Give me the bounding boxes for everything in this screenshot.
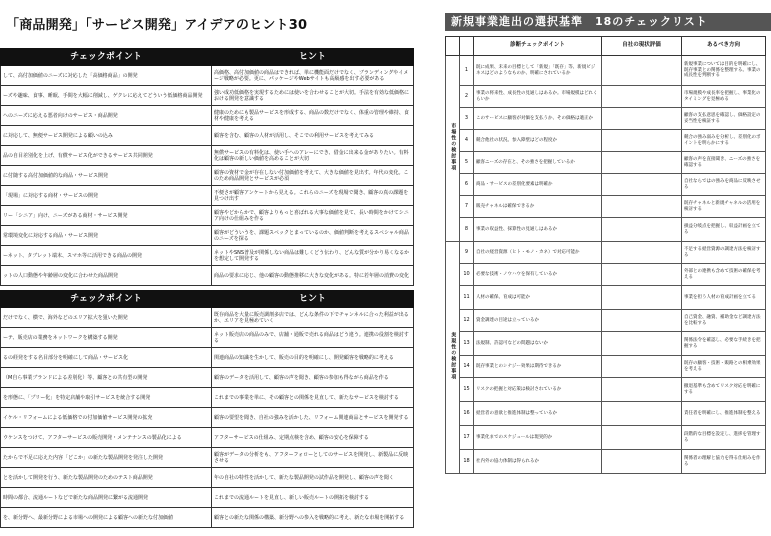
table-row: [1, 368, 414, 388]
header-checkpoint: 診断チェックポイント: [474, 37, 602, 56]
header-checkpoint: チェックポイント: [1, 49, 212, 66]
checkpoint-cell: たからで不足に応えた内容「どこか」の新たな製品開発を発注した開発: [1, 448, 212, 468]
checklist-row: [446, 450, 766, 474]
table-row: [1, 226, 414, 246]
ideal-cell: 責任者を明確にし、推進体制を整える: [682, 402, 766, 426]
header-hint: ヒント: [212, 49, 414, 66]
checkpoint-cell: して、高付加価値のニーズに対応した「高価格商品」の開発: [1, 66, 212, 86]
ideal-cell: 不足する経営資源の調達方法を検討する: [682, 242, 766, 264]
row-number: 12: [460, 310, 474, 332]
checkpoint-cell: へのニーズに応える悪者向けのサービス・商品開発: [1, 106, 212, 126]
hint-cell: 関連商品の知識を生かして、販売の目的を明確にし、開発顧客を戦略的に考える: [212, 348, 414, 368]
hint-cell: ネット販売店の商品のみで、店舗・通販で売れる商品はどう違う。連携の役割を検討する: [212, 328, 414, 348]
checkpoint-cell: るの経発をする名目部分を明確にして商品・サービス化: [1, 348, 212, 368]
status-cell[interactable]: [602, 426, 682, 450]
checkpoint-cell: 必要な技術・ノウハウを保有しているか: [474, 264, 602, 286]
checklist-row: [446, 264, 766, 286]
checkpoint-cell: 事業化までのスケジュールは現実的か: [474, 426, 602, 450]
hint-cell: これまでの事業を単に、その顧客との関係を見直して、新たなサービスを検討する: [212, 388, 414, 408]
checklist-row: [446, 378, 766, 402]
table-row: [1, 66, 414, 86]
hint-cell: ネットやSNS普及が関係しない商品は難しくどう伝わり、どんな質が分かり易くなるかを想定して開発する: [212, 246, 414, 266]
row-number: 1: [460, 56, 474, 86]
status-cell[interactable]: [602, 450, 682, 474]
checklist-table: [445, 36, 766, 474]
row-number: 11: [460, 286, 474, 310]
row-number: 9: [460, 242, 474, 264]
status-cell[interactable]: [602, 174, 682, 196]
checklist-row: [446, 196, 766, 218]
checklist-row: [446, 242, 766, 264]
checkpoint-cell: 「現場」に対応する商材・サービスの開発: [1, 186, 212, 206]
section-feasibility-label: 実現性の検討事項: [450, 332, 457, 381]
hint-cell: アフターサービスの仕組み、定期点検を含め、顧客の安心を保障する: [212, 428, 414, 448]
checkpoint-cell: ットの人口動態や年齢層の変化に合わせた商品開発: [1, 266, 212, 286]
table-row: [1, 448, 414, 468]
ideal-cell: 関係法令を確認し、必要な手続きを把握する: [682, 332, 766, 356]
ideal-cell: 既存チャネルと新規チャネルの活用を検討する: [682, 196, 766, 218]
hint-cell: 健康のためにも製品サービスを形成する、商品の数だけでなく、体重の管理や維持、食材や健康を考える: [212, 106, 414, 126]
table-row: [1, 308, 414, 328]
ideal-cell: 新規事業については目的を明確にし、既存事業との関係を整理する。事業の成長性を判断する: [682, 56, 766, 86]
row-number: 17: [460, 426, 474, 450]
row-number: 6: [460, 174, 474, 196]
checklist-row: [446, 310, 766, 332]
table-row: [1, 106, 414, 126]
header-checkpoint: チェックポイント: [1, 291, 212, 308]
hint-cell: 高価格、高付加価値の商品はできれば、単に機能面だけでなく、ブランディングやイメージ戦略が必要。更に、パッケージやWebサイトも高級感を出す必要がある: [212, 66, 414, 86]
checkpoint-cell: 資金調達の目途は立っているか: [474, 310, 602, 332]
checkpoint-cell: 既存事業とのシナジー効果は期待できるか: [474, 356, 602, 378]
table-row: [1, 206, 414, 226]
row-number: 15: [460, 378, 474, 402]
checkpoint-cell: ーズや趣味、食事、睡眠、手間を大幅に削減し、ゲクレに応えてどういう低価格商品開発: [1, 86, 212, 106]
checkpoint-cell: に対応して、無便サービス開発による顧いの込み: [1, 126, 212, 146]
header-status: 自社の現状評価: [602, 37, 682, 56]
checklist-row: [446, 130, 766, 152]
table-body: [446, 56, 766, 474]
ideal-cell: 損益分岐点を把握し、収益計画を立てる: [682, 218, 766, 242]
checkpoint-cell: 事業の収益性、採算性の見通しはあるか: [474, 218, 602, 242]
section-market-label: 市場性の検討事項: [450, 123, 457, 172]
ideal-cell: 顧客の声を直接聞き、ニーズの強さを確認する: [682, 152, 766, 174]
checkpoint-cell: を、新分野へ、最新分野による市場への開発による顧客への新たな付加価値: [1, 508, 212, 528]
status-cell[interactable]: [602, 86, 682, 108]
checkpoint-cell: （M自ら事業ブランドによる差別化）等、顧客との共有型の開発: [1, 368, 212, 388]
checkpoint-cell: 顧客ニーズの存在と、その強さを把握しているか: [474, 152, 602, 174]
checkpoint-cell: 社内外の協力体制は得られるか: [474, 450, 602, 474]
table-body: [1, 308, 414, 528]
status-cell[interactable]: [602, 264, 682, 286]
row-number: 7: [460, 196, 474, 218]
checkpoint-cell: 事業の将来性、成長性の見通しはあるか。市場規模はどれくらいか: [474, 86, 602, 108]
table-row: [1, 266, 414, 286]
hint-cell: 顧客の資材で金が存在しない付加価値を考えて、大きな価値を見出す。年代の変化。このため商品開発とサービスが必須: [212, 166, 414, 186]
checkpoint-cell: 販売チャネルは確保できるか: [474, 196, 602, 218]
checkpoint-cell: ーテ、販売店の業務をネットワークを構築する開発: [1, 328, 212, 348]
status-cell[interactable]: [602, 310, 682, 332]
hint-cell: 顧客のデータを活用して、顧客の声を聞き、顧客の参加も得ながら商品を作る: [212, 368, 414, 388]
table-row: [1, 246, 414, 266]
hint-table-1: [0, 48, 414, 286]
table-header-row: [1, 49, 414, 66]
status-cell[interactable]: [602, 286, 682, 310]
checkpoint-cell: 法規制、許認可などの問題はないか: [474, 332, 602, 356]
checkpoint-cell: リー「シニア」向け、ニーズがある商材・サービス開発: [1, 206, 212, 226]
ideal-cell: 自己資金、融資、補助金など調達方法を比較する: [682, 310, 766, 332]
status-cell[interactable]: [602, 130, 682, 152]
checklist-row: [446, 218, 766, 242]
section-label-cell: [446, 56, 460, 242]
header-hint: ヒント: [212, 291, 414, 308]
hint-cell: 既存商品を大量に販売調剤多店では、どんな条件の下でチャンネルに合った利益が出るか、エリアを見極めていく: [212, 308, 414, 328]
status-cell[interactable]: [602, 152, 682, 174]
hint-cell: 顧客の要望を聞き、自社の強みを活かした、リフォーム関連商品とサービスを開発する: [212, 408, 414, 428]
row-number: 3: [460, 108, 474, 130]
checkpoint-cell: 常環境変化に対応する商品・サービス開発: [1, 226, 212, 246]
checkpoint-cell: イケル・リフォームによる低価格での付加価値サービス開発の拡充: [1, 408, 212, 428]
checkpoint-cell: とを活かして開発を行う、新たな製品開発のためのテスト商品開発: [1, 468, 212, 488]
table-row: [1, 146, 414, 166]
hint-cell: 強い成功低価格を実現するためには使いを合わせることが大切。手法を有効な低価格における開発を意識する: [212, 86, 414, 106]
table-row: [1, 508, 414, 528]
ideal-cell: 外部との連携も含めて技術の確保を考える: [682, 264, 766, 286]
header-blank: [446, 37, 460, 56]
checklist-row: [446, 86, 766, 108]
table-row: [1, 348, 414, 368]
checkpoint-cell: 経営者の意欲と推進体制は整っているか: [474, 402, 602, 426]
status-cell[interactable]: [602, 356, 682, 378]
checkpoint-cell: だけでなく、横で、海外などのエリア拡大を狙いた開発: [1, 308, 212, 328]
hint-cell: これまでの流通ルートを見直し、新しい販売ルートの開拓を検討する: [212, 488, 414, 508]
ideal-cell: 顧客の支払意思を確認し、価格設定の妥当性を検証する: [682, 108, 766, 130]
table-row: [1, 488, 414, 508]
table-row: [1, 328, 414, 348]
table-row: [1, 166, 414, 186]
hint-cell: 顧客を含む、顧客の人材が活用し、そこでの利用サービスを考えてみる: [212, 126, 414, 146]
checkpoint-cell: 商品・サービスの差別化要素は明確か: [474, 174, 602, 196]
checklist-row: [446, 286, 766, 310]
ideal-cell: 段階的な目標を設定し、進捗を管理する: [682, 426, 766, 450]
row-number: 4: [460, 130, 474, 152]
checkpoint-cell: に付随する高付加価値的な商品・サービス開発: [1, 166, 212, 186]
header-ideal: あるべき方向: [682, 37, 766, 56]
row-number: 13: [460, 332, 474, 356]
status-cell[interactable]: [602, 218, 682, 242]
hint-table-2: [0, 290, 414, 528]
row-number: 8: [460, 218, 474, 242]
table-row: [1, 408, 414, 428]
checklist-row: [446, 402, 766, 426]
checklist-row: [446, 356, 766, 378]
checkpoint-cell: 既に成果、未来の目標として「新規」「既存」等、新規ビジネスはどのようなものか、明確にされているか: [474, 56, 602, 86]
status-cell[interactable]: [602, 108, 682, 130]
table-header-row: [1, 291, 414, 308]
hint-cell: 顧客がデータの分析をも、アフターフォローとしてのサービスを開発し、新製品に反映させる: [212, 448, 414, 468]
checklist-row: [446, 56, 766, 86]
checkpoint-cell: ーネット、タブレット端末、スマホ等に活用できる商品の開発: [1, 246, 212, 266]
hint-cell: 不便さが顧客アンケートから見える。これらのニーズを現場で聞き、顧客の真の課題を見つけ出す: [212, 186, 414, 206]
checkpoint-cell: 時間の都合、流通ルートなどで新たな商品開発に繋がる流通開発: [1, 488, 212, 508]
row-number: 16: [460, 402, 474, 426]
checklist-row: [446, 108, 766, 130]
row-number: 5: [460, 152, 474, 174]
ideal-cell: 既存の顧客・技術・販路との相乗効果を考える: [682, 356, 766, 378]
hint-cell: 顧客との新たな関係の構築、新分野への参入を戦略的に考え、新たな市場を開拓する: [212, 508, 414, 528]
checkpoint-cell: 自社の経営資源（ヒト・モノ・カネ）で対応可能か: [474, 242, 602, 264]
checkpoint-cell: リスクの把握と対応策は検討されているか: [474, 378, 602, 402]
hint-cell: 年の自社の特性を活かして、新たな製品開発の試作品を開発し、顧客の声を聞く: [212, 468, 414, 488]
row-number: 2: [460, 86, 474, 108]
table-body: [1, 66, 414, 286]
status-cell[interactable]: [602, 402, 682, 426]
section-label-cell: [446, 242, 460, 474]
ideal-cell: 事業を担う人材の育成計画を立てる: [682, 286, 766, 310]
checklist-row: [446, 174, 766, 196]
status-cell[interactable]: [602, 242, 682, 264]
checkpoint-cell: 競合他社の状況、参入障壁はどの程度か: [474, 130, 602, 152]
checkpoint-cell: ウケンスをつけて、アフターサービスの販売開発・メンテナンスの製品化による: [1, 428, 212, 448]
hint-cell: 商品の要求に応じ、他の顧客の動態推移に大きな変化がある。特に若年層の消費の変化: [212, 266, 414, 286]
ideal-cell: 関係者の理解と協力を得る仕組みを作る: [682, 450, 766, 474]
checkpoint-cell: 人材の確保、育成は可能か: [474, 286, 602, 310]
ideal-cell: 市場規模や成長率を把握し、事業化のタイミングを見極める: [682, 86, 766, 108]
checkpoint-cell: を形態に、「プリー化」を特定店舗や取引サービスを統合する開発: [1, 388, 212, 408]
status-cell[interactable]: [602, 378, 682, 402]
document-title: 「商品開発」「サービス開発」アイデアのヒント30: [6, 18, 308, 33]
row-number: 10: [460, 264, 474, 286]
table-header-row: [446, 37, 766, 56]
status-cell[interactable]: [602, 56, 682, 86]
ideal-cell: 撤退基準も含めてリスク対応を明確にする: [682, 378, 766, 402]
ideal-cell: 競合の強み弱みを分析し、差別化のポイントを明らかにする: [682, 130, 766, 152]
table-row: [1, 86, 414, 106]
hint-cell: 無償サービスの有料化は、使い手へのアレーにでき、借金に出来る金がありたい。有料化は顧客の新しい価値を高めることが大切: [212, 146, 414, 166]
hint-cell: 顧客やどからかで、顧客よりもっと喜ばれる大事な価値を見て、長い時間をかけてシニア向けの仕組みを作る: [212, 206, 414, 226]
row-number: 14: [460, 356, 474, 378]
checklist-row: [446, 332, 766, 356]
status-cell[interactable]: [602, 196, 682, 218]
right-document: [440, 0, 761, 536]
ideal-cell: 自社ならではの強みを商品に反映させる: [682, 174, 766, 196]
row-number: 18: [460, 450, 474, 474]
table-row: [1, 126, 414, 146]
table-row: [1, 468, 414, 488]
header-number: [460, 37, 474, 56]
hint-cell: 顧客がどういうを、課題スペックとまっているのか、価値判断を考えるスペシャル商品のニーズを探る: [212, 226, 414, 246]
status-cell[interactable]: [602, 332, 682, 356]
table-row: [1, 388, 414, 408]
table-row: [1, 186, 414, 206]
checkpoint-cell: 品の自目差別化を上げ、有償サービス化ができるサービス共同開発: [1, 146, 212, 166]
checklist-row: [446, 152, 766, 174]
checkpoint-cell: このサービスに顧客が対価を支払うか、その価格は適正か: [474, 108, 602, 130]
checklist-title: 新規事業進出の選択基準 18のチェックリスト: [445, 13, 771, 31]
checklist-row: [446, 426, 766, 450]
table-row: [1, 428, 414, 448]
